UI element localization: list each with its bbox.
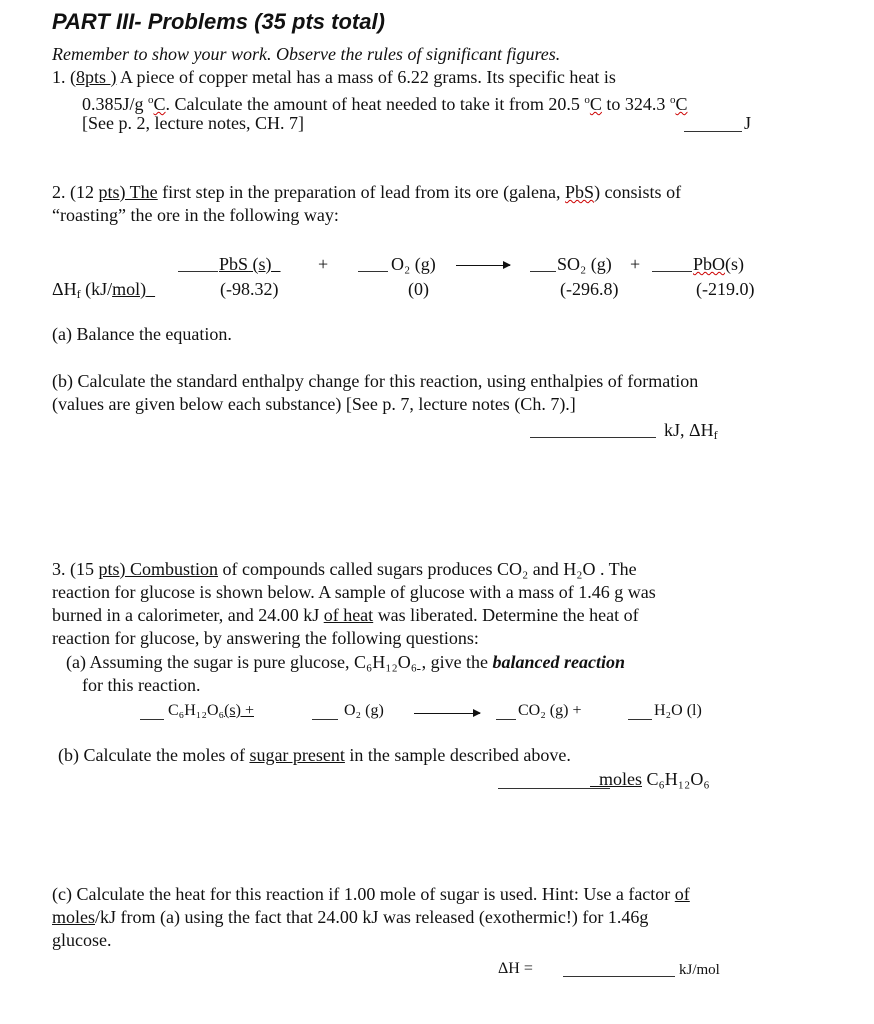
q3-part-b	[58, 744, 571, 766]
q3-part-a-line2: for this reaction.	[82, 675, 201, 695]
q1-line1	[52, 66, 616, 88]
q3-a1u: ,	[417, 652, 427, 672]
q3-a1bold: balanced reaction	[492, 652, 626, 672]
part-title: PART III- Problems (35 pts total)	[52, 9, 385, 34]
q3-line1	[52, 558, 637, 580]
q3-part-c-line3: glucose.	[52, 930, 112, 950]
q2-value-pbs: (-98.32)	[220, 279, 279, 299]
q1-answer-blank[interactable]	[684, 131, 742, 132]
q2-answer-unit	[664, 419, 718, 441]
q1-text2b: . Calculate the amount of heat needed to take it from 20.5	[165, 94, 585, 114]
q2-r1-state: (s)	[248, 254, 272, 274]
q3-b-unit-moles: moles	[599, 769, 642, 789]
q3-reactant-o2: O₂ (g)	[344, 702, 384, 719]
q2-dhf-mid: (kJ/	[80, 279, 113, 299]
q2-points: pts) The	[98, 182, 158, 202]
q3-a1a: (a) Assuming the sugar is pure glucose, C₆H₁₂O₆	[66, 652, 418, 672]
q1-c1: C	[153, 94, 166, 114]
q3-line3	[52, 604, 639, 626]
q3-c1u: of	[674, 884, 690, 904]
q2-plus-2: +	[630, 254, 641, 274]
q1-reference: [See p. 2, lecture notes, CH. 7]	[82, 113, 304, 133]
q3-t3u: of heat	[323, 605, 374, 625]
q2-dhf-pre: ΔH	[52, 279, 77, 299]
q1-text2c: to 324.3	[601, 94, 670, 114]
q2-line1	[52, 181, 681, 203]
q3-coef-blank-1[interactable]	[140, 719, 164, 720]
q2-value-so2: (-296.8)	[560, 279, 619, 299]
q2-r4-state: (s)	[725, 254, 745, 274]
q3-part-a-line1	[66, 651, 625, 673]
q2-coef-blank-3[interactable]	[530, 271, 556, 272]
q2-part-b-line1: (b) Calculate the standard enthalpy change for this reaction, using enthalpies of formation	[52, 371, 699, 391]
q3-c2b: /kJ from (a) using the fact that 24.00 kJ was released (exothermic!) for 1.46g	[95, 907, 649, 927]
q2-unit-sub: f	[713, 428, 718, 442]
q3-part-c-line1	[52, 883, 690, 905]
q3-c2u: moles	[52, 907, 95, 927]
q1-c3: C	[675, 94, 688, 114]
q3-number: 3. (15	[52, 559, 99, 579]
q2-plus-1: +	[318, 254, 329, 274]
q3-line2: reaction for glucose is shown below. A sample of glucose with a mass of 1.46 g was	[52, 582, 656, 602]
q2-value-o2: (0)	[408, 279, 429, 299]
q3-coef-blank-4[interactable]	[628, 719, 652, 720]
q3-b1a: (b) Calculate the moles of	[58, 745, 250, 765]
q2-coef-blank-1[interactable]	[178, 271, 218, 272]
q1-c2: C	[589, 94, 602, 114]
reaction-arrow	[456, 265, 510, 266]
q2-product-pbo	[693, 253, 744, 275]
q2-number: 2. (12	[52, 182, 99, 202]
q2-product-so2: SO₂ (g)	[557, 254, 612, 274]
q2-answer-blank[interactable]	[530, 437, 656, 438]
q2-dhf-label	[52, 278, 155, 300]
q2-dhf-sub: f	[76, 287, 81, 301]
q3-c-answer-blank[interactable]	[563, 976, 675, 977]
q3-coef-blank-2[interactable]	[312, 719, 338, 720]
q2-r1: PbS	[219, 254, 249, 274]
q3-t3a: burned in a calorimeter, and 24.00 kJ	[52, 605, 324, 625]
q3-a1b: give the	[426, 652, 493, 672]
q1-deg2: o	[584, 94, 590, 106]
q1-unit: J	[744, 113, 752, 133]
q3-e1: C₆H₁₂O₆	[168, 702, 225, 719]
q3-dh-label: ΔH =	[498, 960, 533, 977]
q3-t1b: of compounds called sugars produces CO₂ and H₂O . The	[218, 559, 637, 579]
q1-text1: A piece of copper metal has a mass of 6.22 grams. Its specific heat is	[116, 67, 616, 87]
q3-part-c-line2	[52, 906, 648, 928]
q1-text2a: 0.385J/g	[82, 94, 149, 114]
q2-reactant-pbs	[219, 253, 281, 275]
q2-coef-blank-2[interactable]	[358, 271, 388, 272]
q2-value-pbo: (-219.0)	[696, 279, 755, 299]
q2-part-b-line2: (values are given below each substance) [See p. 7, lecture notes (Ch. 7).]	[52, 394, 576, 414]
q2-r4: PbO	[693, 254, 726, 274]
q1-number: 1. (	[52, 67, 76, 87]
q3-product-h2o: H₂O (l)	[654, 702, 702, 719]
q1-deg3: o	[669, 94, 676, 106]
q2-text1b: ) consists of	[594, 182, 682, 202]
q3-points: pts) Combustion	[98, 559, 219, 579]
q3-b-unit	[590, 768, 710, 790]
q2-reactant-o2: O₂ (g)	[391, 254, 436, 274]
q2-coef-blank-4[interactable]	[652, 271, 692, 272]
q2-line2: “roasting” the ore in the following way:	[52, 205, 339, 225]
q2-dhf-mol: mol)	[112, 279, 147, 299]
q3-line4: reaction for glucose, by answering the following questions:	[52, 628, 479, 648]
q3-coef-blank-3[interactable]	[496, 719, 516, 720]
q2-pbs: PbS	[565, 182, 595, 202]
q2-unit-pre: kJ, ΔH	[664, 420, 714, 440]
q3-b1b: in the sample described above.	[344, 745, 571, 765]
q3-b-unit-formula: C₆H₁₂O₆	[642, 769, 710, 789]
q1-deg1: o	[148, 94, 154, 106]
q3-e1u: (s) +	[224, 702, 254, 719]
q3-reaction-arrow	[414, 713, 480, 714]
q3-c-unit: kJ/mol	[679, 962, 720, 978]
q2-text1: first step in the preparation of lead from its ore (galena,	[157, 182, 566, 202]
q1-points: 8pts )	[76, 67, 117, 87]
q3-t3b: was liberated. Determine the heat of	[373, 605, 639, 625]
q3-c1a: (c) Calculate the heat for this reaction if 1.00 mole of sugar is used. Hint: Use a factor	[52, 884, 675, 904]
q2-part-a: (a) Balance the equation.	[52, 324, 232, 344]
q3-product-co2: CO₂ (g) +	[518, 702, 582, 719]
q3-b1u: sugar present	[249, 745, 345, 765]
q3-reactant-glucose	[168, 700, 254, 722]
instructions: Remember to show your work. Observe the rules of significant figures.	[52, 44, 561, 64]
